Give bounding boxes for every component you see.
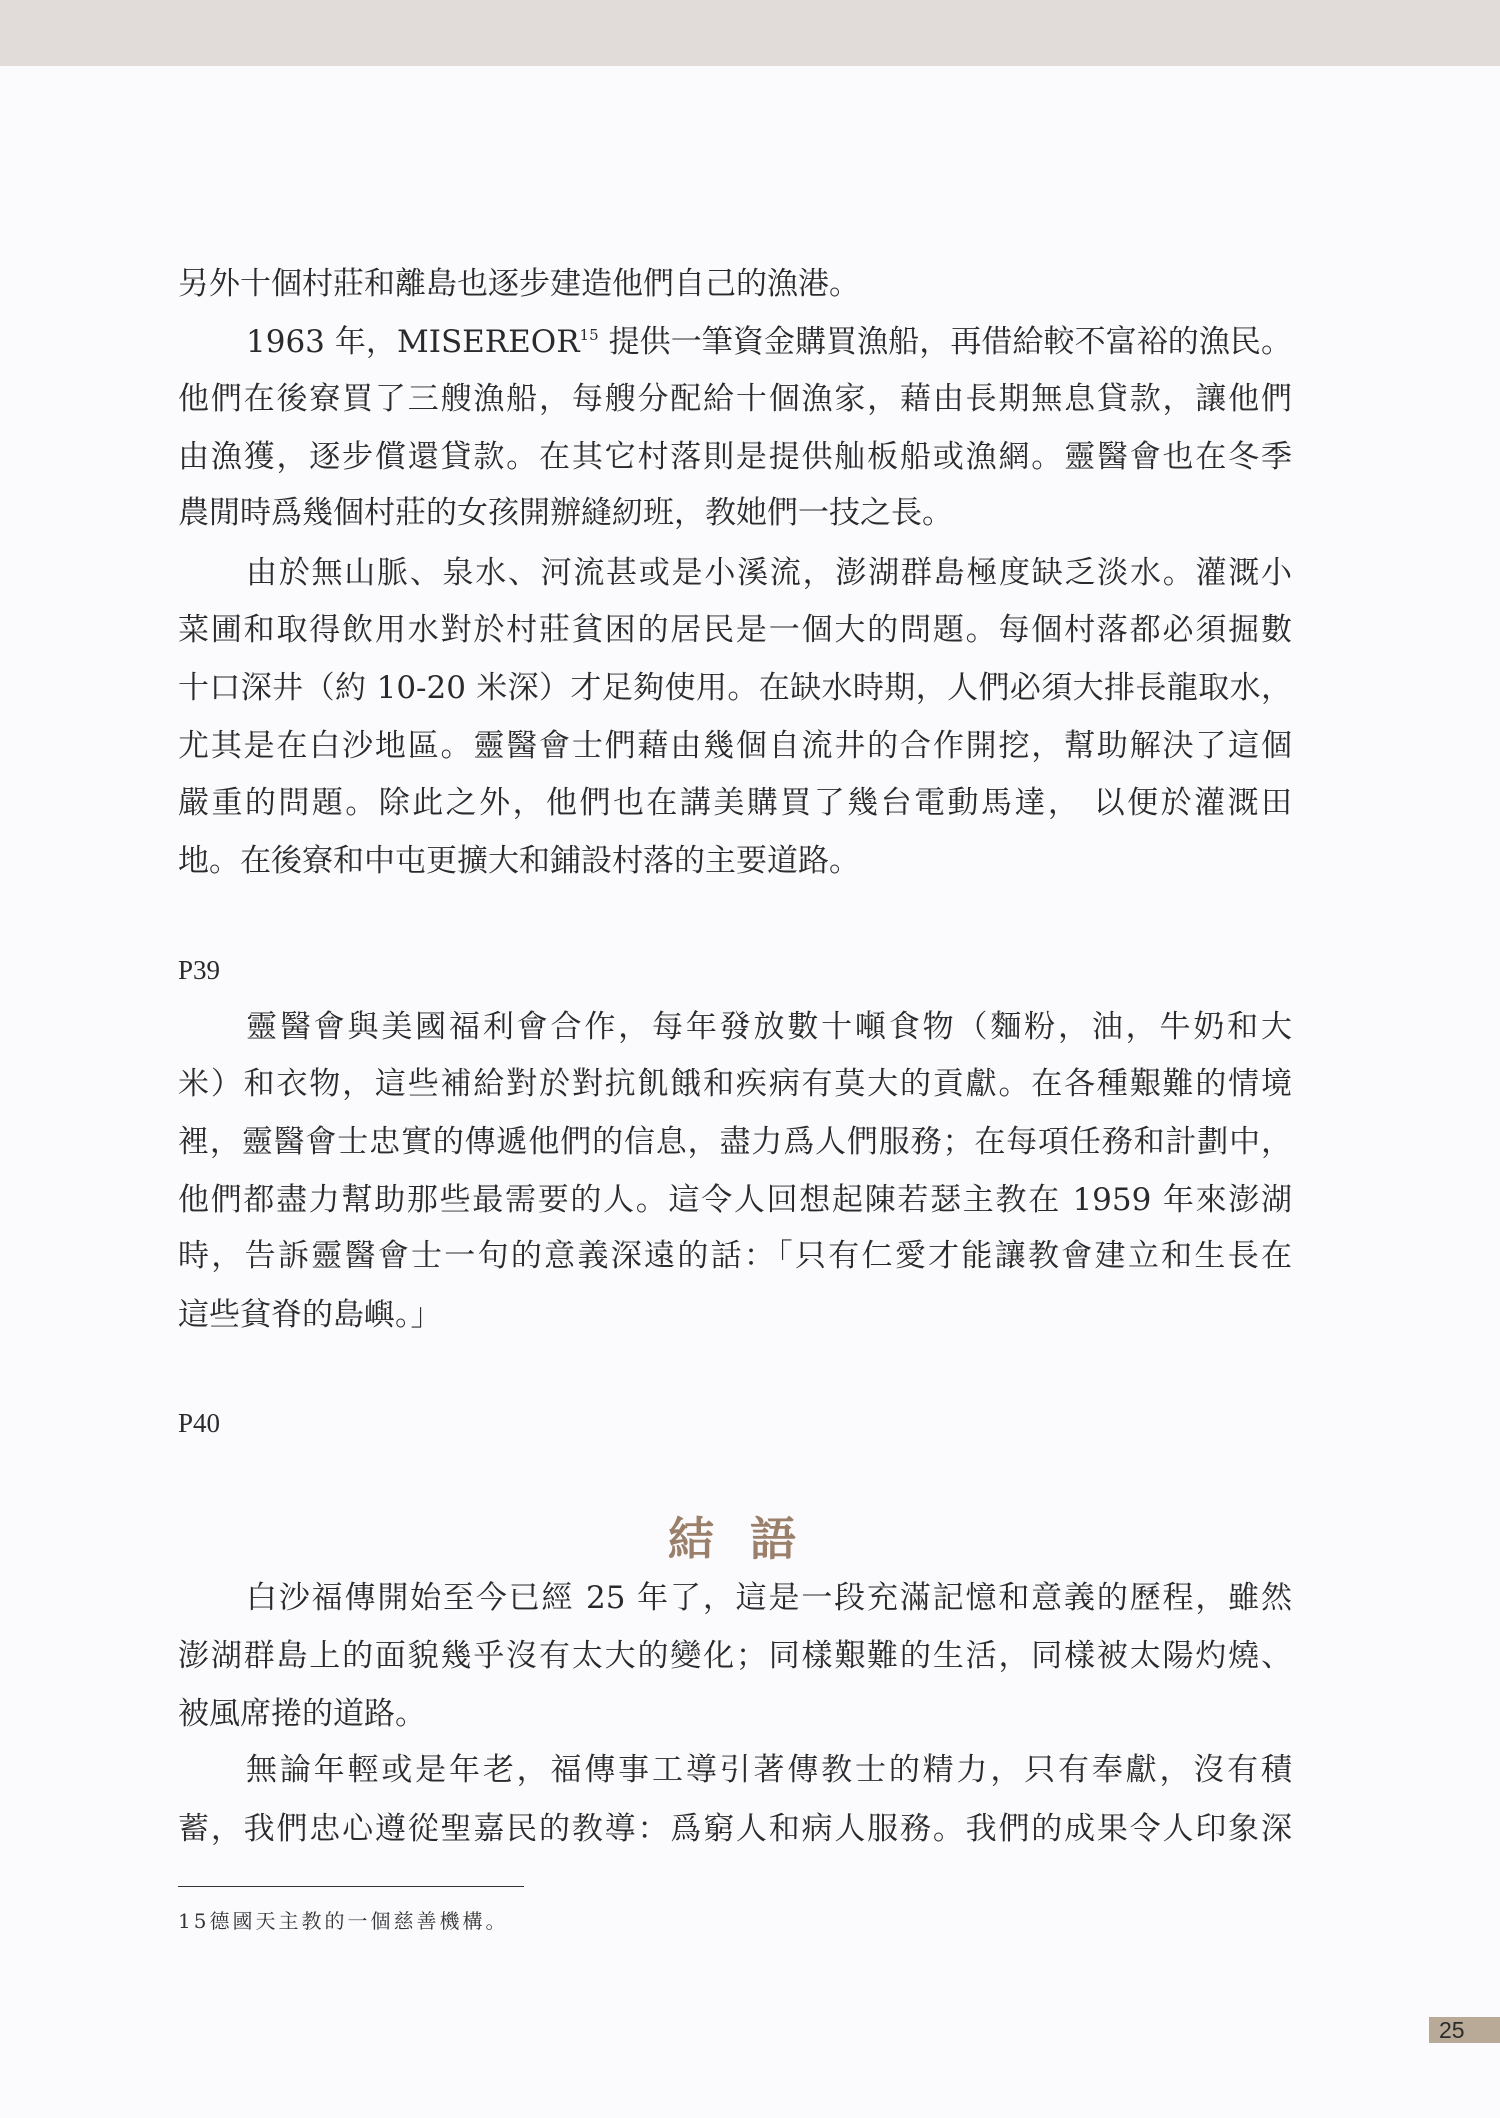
text-line: 靈醫會與美國福利會合作，每年發放數十噸食物（麵粉，油，牛奶和大: [246, 1009, 1292, 1045]
text-line: 白沙福傳開始至今已經 25 年了，這是一段充滿記憶和意義的歷程，雖然: [246, 1580, 1292, 1616]
text-line: 米）和衣物，這些補給對於對抗飢餓和疾病有莫大的貢獻。在各種艱難的情境: [178, 1066, 1292, 1102]
text-segment: 1963 年，MISEREOR: [246, 324, 580, 360]
page-number: 25: [1429, 2017, 1500, 2043]
text-line: 十口深井（約 10-20 米深）才足夠使用。在缺水時期，人們必須大排長龍取水，: [178, 670, 1292, 706]
text-line: 尤其是在白沙地區。靈醫會士們藉由幾個自流井的合作開挖，幫助解決了這個: [178, 728, 1292, 764]
text-line: 裡，靈醫會士忠實的傳遞他們的信息，盡力爲人們服務；在每項任務和計劃中，: [178, 1124, 1292, 1160]
text-line: 他們在後寮買了三艘漁船，每艘分配給十個漁家，藉由長期無息貸款，讓他們: [178, 381, 1292, 417]
text-line: 農閒時爲幾個村莊的女孩開辦縫紉班，教她們一技之長。: [178, 495, 953, 531]
footnote-divider: [178, 1886, 524, 1887]
text-line: 另外十個村莊和離島也逐步建造他們自己的漁港。: [178, 266, 860, 302]
text-line: 菜圃和取得飲用水對於村莊貧困的居民是一個大的問題。每個村落都必須掘數: [178, 612, 1292, 648]
text-line: 他們都盡力幫助那些最需要的人。這令人回想起陳若瑟主教在 1959 年來澎湖: [178, 1182, 1292, 1218]
section-title: 結語: [668, 1512, 832, 1566]
text-line: 無論年輕或是年老，福傳事工導引著傳教士的精力，只有奉獻，沒有積: [246, 1752, 1292, 1788]
text-line: 時，告訴靈醫會士一句的意義深遠的話：「只有仁愛才能讓教會建立和生長在: [178, 1238, 1292, 1274]
text-line: 這些貧脊的島嶼。」: [178, 1297, 442, 1333]
footnote: 15德國天主教的一個慈善機構。: [178, 1909, 509, 1933]
text-line: [246, 322, 1292, 362]
text-line: 地。在後寮和中屯更擴大和鋪設村落的主要道路。: [178, 843, 860, 879]
text-line: 嚴重的問題。除此之外，他們也在講美購買了幾台電動馬達， 以便於灌溉田: [178, 785, 1292, 821]
footnote-ref[interactable]: 15: [579, 326, 599, 344]
text-line: 蓄，我們忠心遵從聖嘉民的教導：爲窮人和病人服務。我們的成果令人印象深: [178, 1811, 1292, 1847]
text-line: 澎湖群島上的面貌幾乎沒有太大的變化；同樣艱難的生活，同樣被太陽灼燒、: [178, 1638, 1292, 1674]
text-segment: 提供一筆資金購買漁船，再借給較不富裕的漁民。: [598, 324, 1293, 360]
text-line: 由漁獲，逐步償還貸款。在其它村落則是提供舢板船或漁網。靈醫會也在冬季: [178, 439, 1292, 475]
scan-top-band: [0, 0, 1500, 66]
page-marker-p40: P40: [178, 1408, 221, 1438]
page-marker-p39: P39: [178, 955, 221, 985]
text-line: 被風席捲的道路。: [178, 1696, 426, 1732]
text-line: 由於無山脈、泉水、河流甚或是小溪流，澎湖群島極度缺乏淡水。灌溉小: [246, 555, 1292, 591]
